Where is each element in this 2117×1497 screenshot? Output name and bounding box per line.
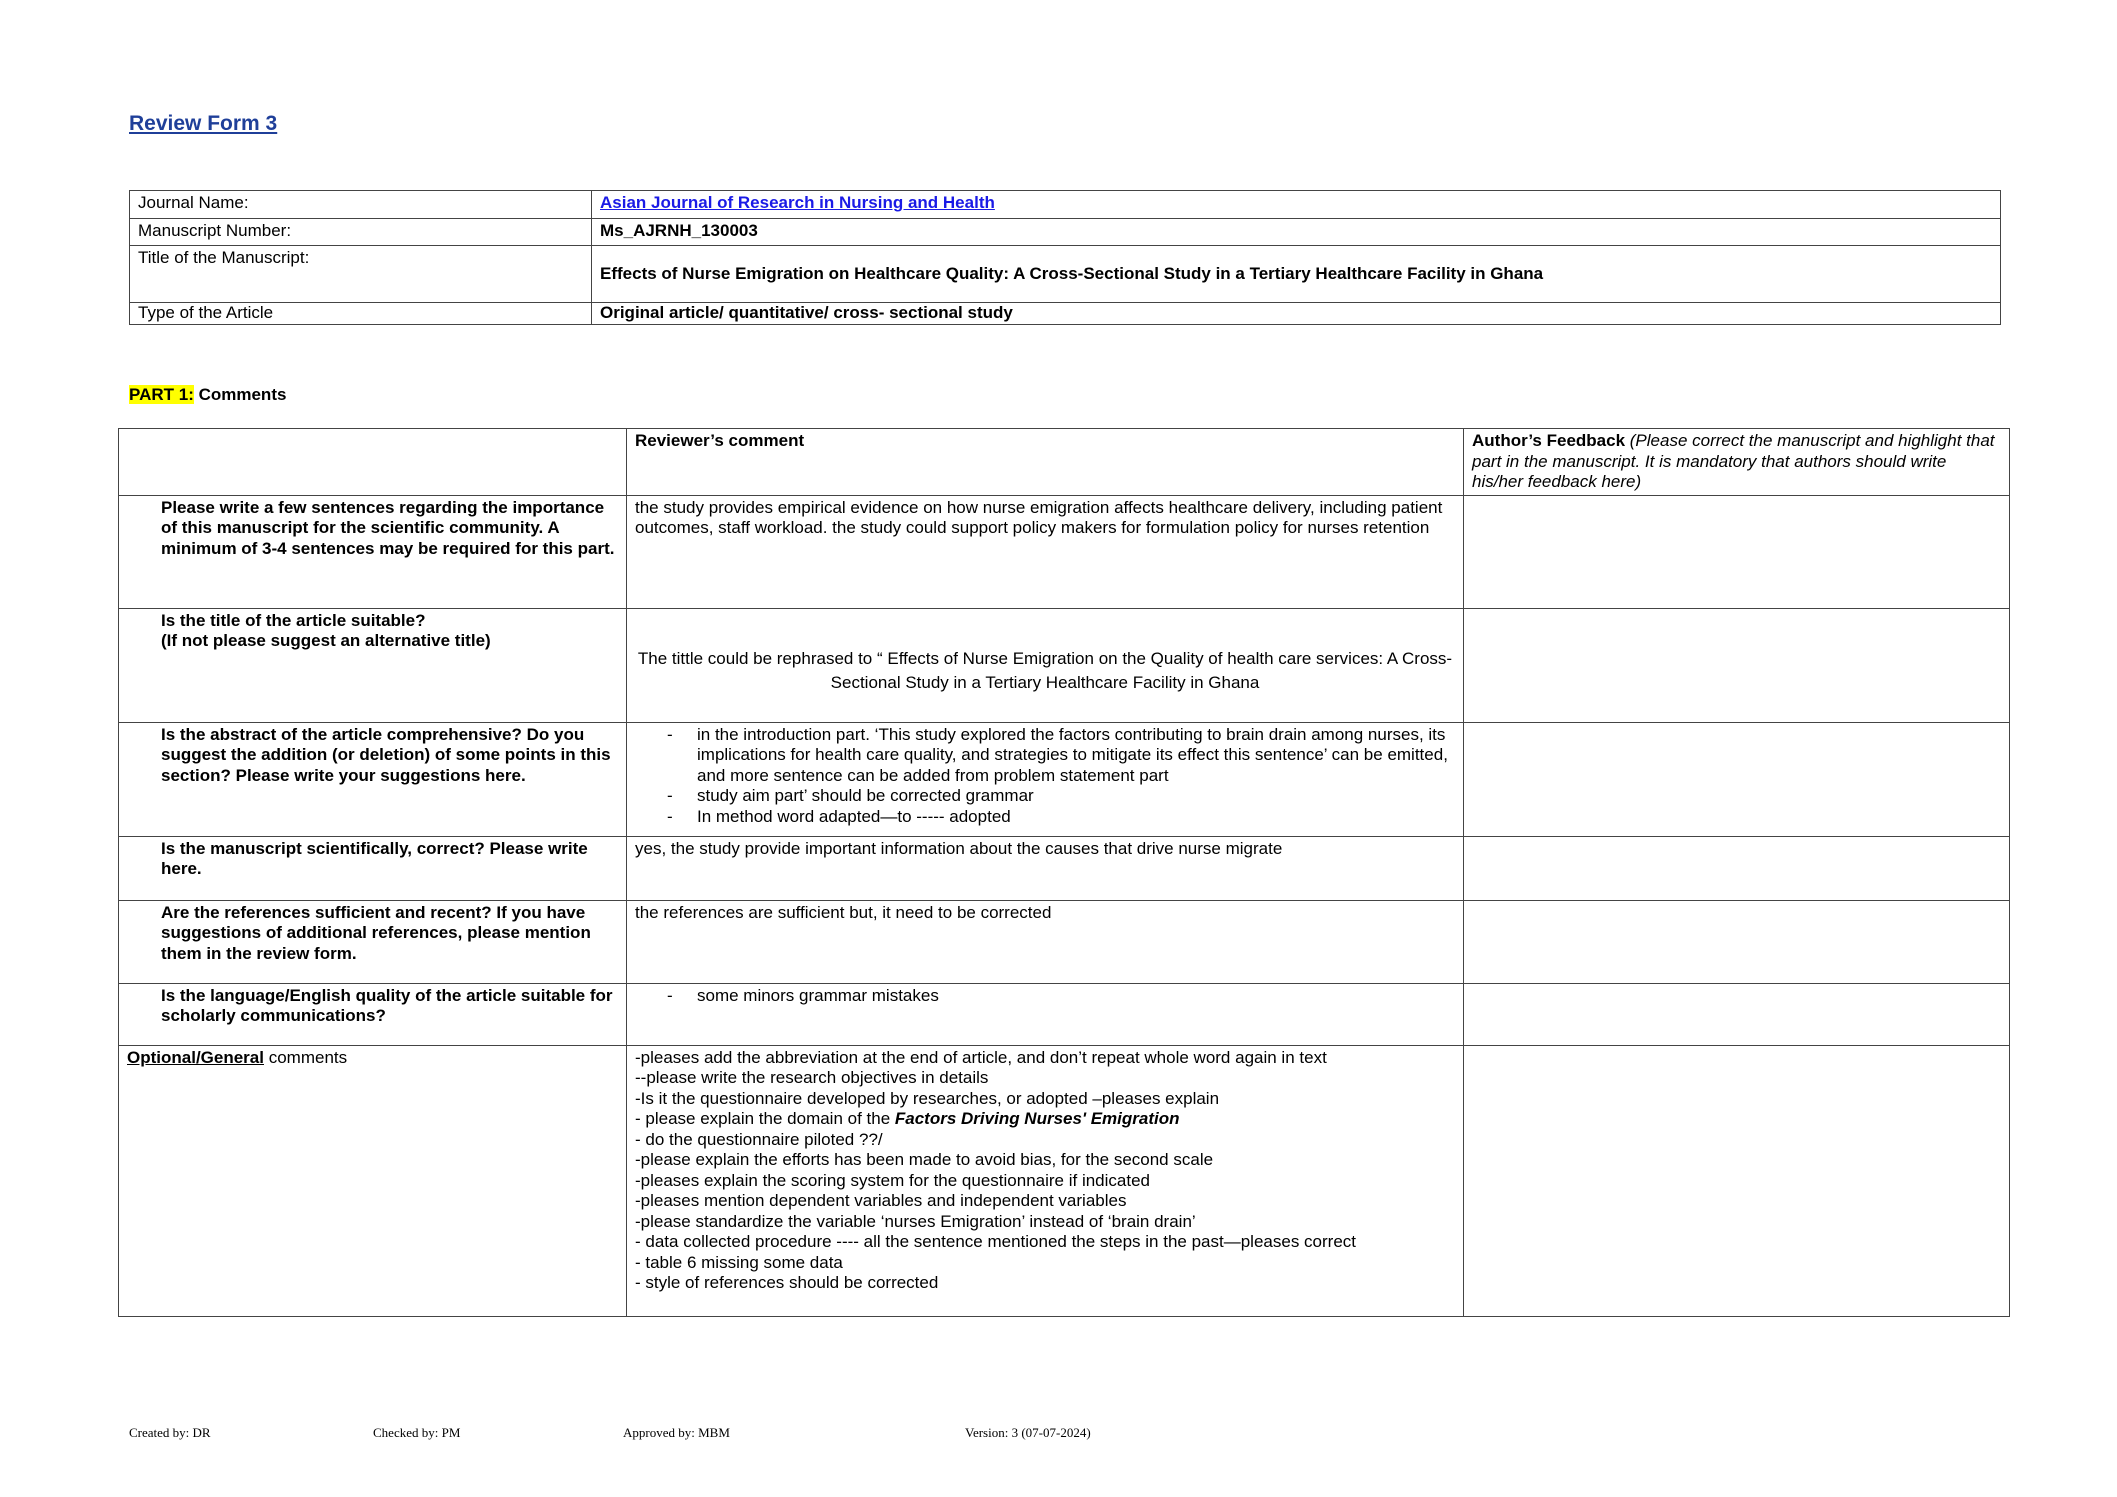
- bullet: - some minors grammar mistakes: [697, 986, 1455, 1007]
- footer-version: Version: 3 (07-07-2024): [965, 1425, 1091, 1440]
- footer-created: Created by: DR: [129, 1425, 211, 1440]
- author-feedback[interactable]: [1464, 983, 2010, 1045]
- article-type: Original article/ quantitative/ cross- sectional study: [592, 303, 2001, 325]
- reviewer-comment: the study provides empirical evidence on how nurse emigration affects healthcare delivery, including patient outcomes, staff workload. the study could support policy makers for formulation policy for nurses retention: [627, 495, 1464, 608]
- manuscript-number: Ms_AJRNH_130003: [592, 219, 2001, 246]
- manuscript-info-table: [129, 190, 2001, 325]
- comment-line: -pleases add the abbreviation at the end of article, and don’t repeat whole word again in text: [635, 1047, 1327, 1067]
- author-feedback[interactable]: [1464, 1045, 2010, 1316]
- comment-line: -pleases explain the scoring system for the questionnaire if indicated: [635, 1170, 1151, 1190]
- author-feedback[interactable]: [1464, 495, 2010, 608]
- comment-line: - do the questionnaire piloted ??/: [635, 1129, 883, 1149]
- manuscript-title: Effects of Nurse Emigration on Healthcare Quality: A Cross-Sectional Study in a Tertiary Healthcare Facility in Ghana: [592, 246, 2001, 303]
- label: Journal Name:: [130, 191, 592, 219]
- label: Manuscript Number:: [130, 219, 592, 246]
- part-label: PART 1:: [129, 385, 194, 404]
- reviewer-comment: the references are sufficient but, it need to be corrected: [627, 900, 1464, 983]
- comment-line: - please explain the domain of the Factors Driving Nurses' Emigration: [635, 1109, 1180, 1128]
- question: Please write a few sentences regarding the importance of this manuscript for the scientific community. A minimum of 3-4 sentences may be required for this part.: [119, 495, 627, 608]
- author-feedback[interactable]: [1464, 900, 2010, 983]
- reviewer-comment: [627, 722, 1464, 836]
- label: Type of the Article: [130, 303, 592, 325]
- footer-approved: Approved by: MBM: [623, 1425, 730, 1440]
- optional-label: Optional/General comments: [119, 1045, 627, 1316]
- bullet: - In method word adapted—to ----- adopted: [697, 807, 1455, 828]
- comment-line: -Is it the questionnaire developed by researches, or adopted –pleases explain: [635, 1088, 1220, 1108]
- comment-line: - table 6 missing some data: [635, 1252, 843, 1272]
- comment-line: --please write the research objectives in details: [635, 1068, 989, 1087]
- label: Title of the Manuscript:: [130, 246, 592, 303]
- form-title: Review Form 3: [129, 112, 278, 135]
- part-heading: [129, 385, 286, 405]
- reviewer-comment: yes, the study provide important information about the causes that drive nurse migrate: [627, 836, 1464, 900]
- question: Is the language/English quality of the article suitable for scholarly communications?: [119, 983, 627, 1045]
- comment-line: - style of references should be corrected: [635, 1273, 939, 1292]
- question: Is the title of the article suitable? (If not please suggest an alternative title): [119, 608, 627, 722]
- journal-link[interactable]: Asian Journal of Research in Nursing and Health: [600, 193, 995, 212]
- author-feedback[interactable]: [1464, 608, 2010, 722]
- comment-line: -please standardize the variable ‘nurses Emigration’ instead of ‘brain drain’: [635, 1211, 1196, 1231]
- reviewer-comment: [627, 983, 1464, 1045]
- reviewer-header: Reviewer’s comment: [627, 429, 1464, 496]
- optional-comments: [627, 1045, 1464, 1316]
- question: Is the abstract of the article comprehensive? Do you suggest the addition (or deletion) of some points in this section? Please write your suggestions here.: [119, 722, 627, 836]
- comments-table: [118, 428, 2010, 1317]
- comment-line: - data collected procedure ---- all the sentence mentioned the steps in the past—pleases correct: [635, 1232, 1356, 1251]
- author-feedback[interactable]: [1464, 836, 2010, 900]
- question: Are the references sufficient and recent? If you have suggestions of additional references, please mention them in the review form.: [119, 900, 627, 983]
- author-header: Author’s Feedback (Please correct the manuscript and highlight that part in the manuscript. It is mandatory that authors should write his/her feedback here): [1464, 429, 2010, 496]
- question: Is the manuscript scientifically, correct? Please write here.: [119, 836, 627, 900]
- reviewer-comment: The tittle could be rephrased to “ Effects of Nurse Emigration on the Quality of health care services: A Cross-Sectional Study in a Tertiary Healthcare Facility in Ghana: [627, 608, 1464, 722]
- comment-line: -please explain the efforts has been made to avoid bias, for the second scale: [635, 1150, 1214, 1169]
- part-text: Comments: [193, 385, 287, 404]
- footer-checked: Checked by: PM: [373, 1425, 461, 1440]
- bullet: - in the introduction part. ‘This study explored the factors contributing to brain drain among nurses, its implications for health care quality, and strategies to mitigate its effect this sentence’ can be emitted, and more sentence can be added from problem statement part: [697, 725, 1455, 787]
- bullet: - study aim part’ should be corrected grammar: [697, 786, 1455, 807]
- author-feedback[interactable]: [1464, 722, 2010, 836]
- comment-line: -pleases mention dependent variables and independent variables: [635, 1191, 1127, 1210]
